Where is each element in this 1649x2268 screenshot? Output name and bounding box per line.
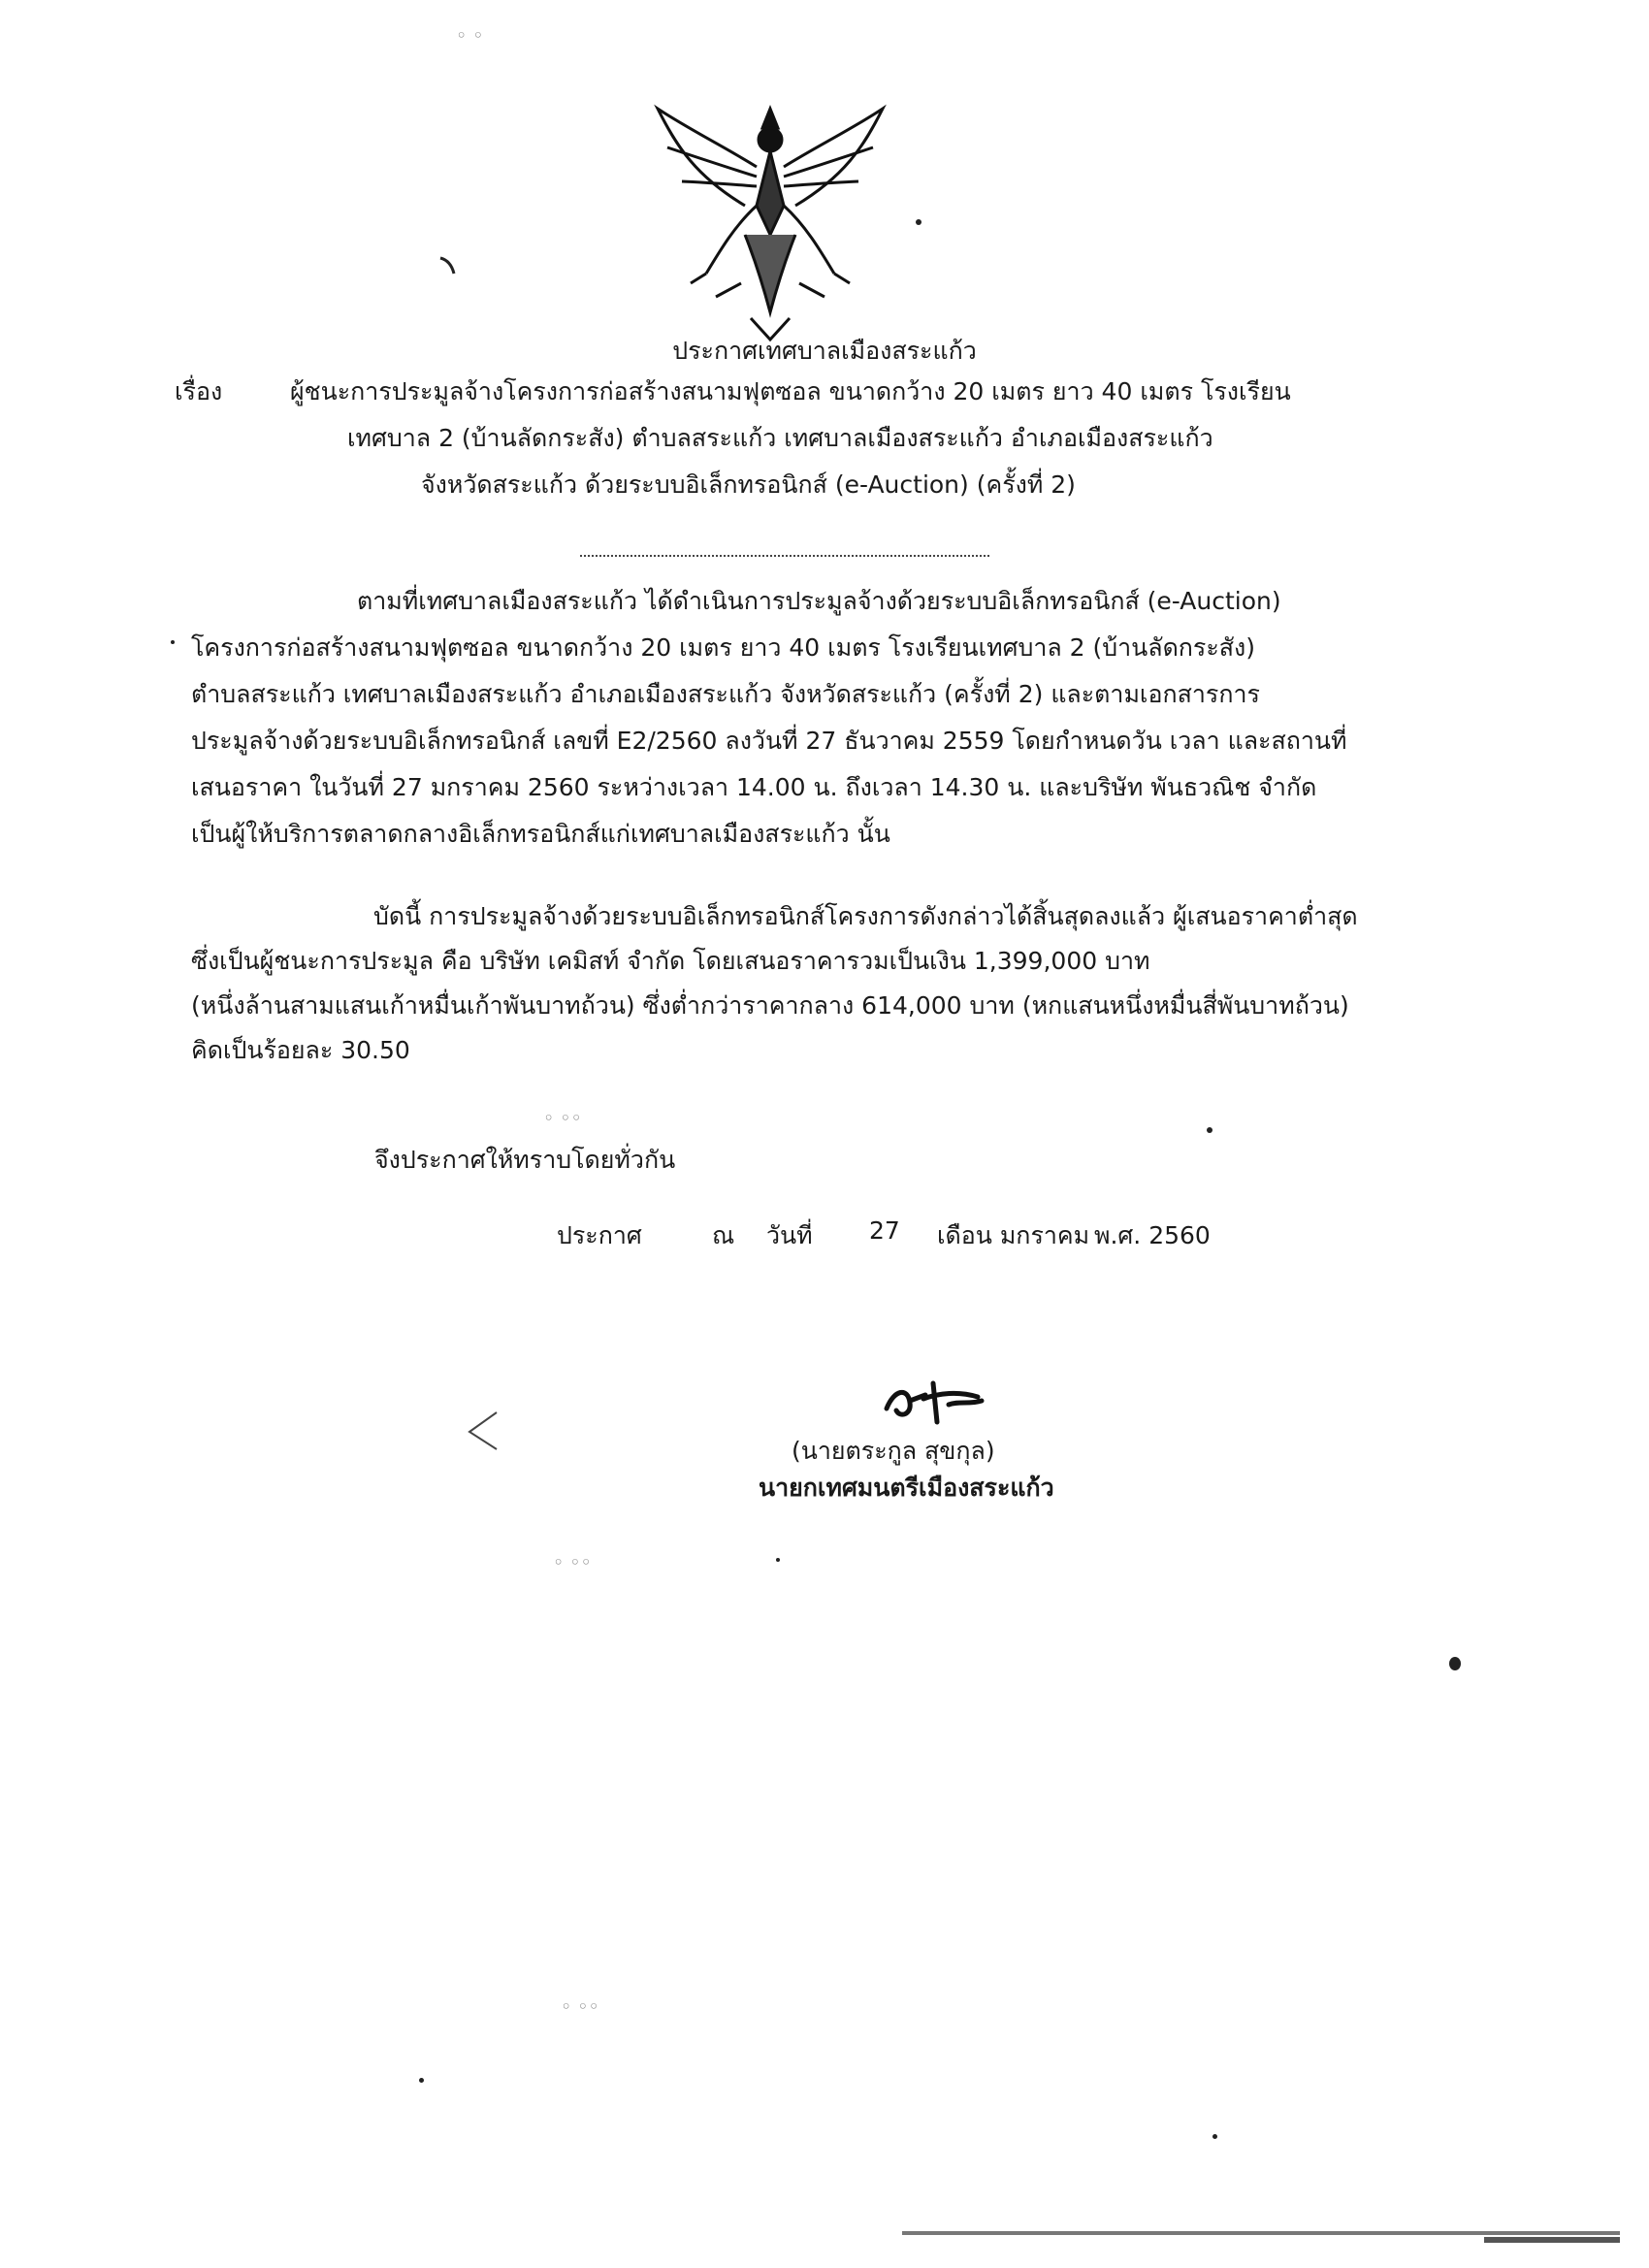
paragraph-line: ตำบลสระแก้ว เทศบาลเมืองสระแก้ว อำเภอเมืองสระแก้ว จังหวัดสระแก้ว (ครั้งที่ 2) และตามเอกสารการ [191, 680, 1260, 708]
paragraph-line: เสนอราคา ในวันที่ 27 มกราคม 2560 ระหว่างเวลา 14.00 น. ถึงเวลา 14.30 น. และบริษัท พันธวณิช จำกัด [191, 773, 1317, 801]
stray-mark-icon [464, 1409, 502, 1453]
stray-mark-icon [436, 254, 460, 277]
paragraph-result [191, 894, 1358, 1073]
bleed-through-mark: ◦ ◦◦ [543, 1108, 582, 1129]
scan-speck [916, 219, 922, 225]
bleed-through-mark: ◦ ◦ [456, 25, 484, 47]
scan-edge-line [902, 2231, 1620, 2235]
paragraph-line: ประมูลจ้างด้วยระบบอิเล็กทรอนิกส์ เลขที่ E2/2560 ลงวันที่ 27 ธันวาคม 2559 โดยกำหนดวัน เวลา และสถานที่ [191, 727, 1347, 755]
paragraph-line: (หนึ่งล้านสามแสนเก้าหมื่นเก้าพันบาทถ้วน) ซึ่งต่ำกว่าราคากลาง 614,000 บาท (หกแสนหนึ่งหมื่นสี่พันบาทถ้วน) [191, 991, 1349, 1020]
paragraph-line: ตามที่เทศบาลเมืองสระแก้ว ได้ดำเนินการประมูลจ้างด้วยระบบอิเล็กทรอนิกส์ (e-Auction) [357, 587, 1281, 615]
dateline-day-label: วันที่ [766, 1221, 813, 1249]
signatory-position: นายกเทศมนตรีเมืองสระแก้ว [759, 1474, 1054, 1502]
bleed-through-mark: ◦ ◦◦ [553, 1552, 592, 1573]
paragraph-line: โครงการก่อสร้างสนามฟุตซอล ขนาดกว้าง 20 เมตร ยาว 40 เมตร โรงเรียนเทศบาล 2 (บ้านลัดกระสัง) [191, 633, 1256, 662]
paragraph-line: ซึ่งเป็นผู้ชนะการประมูล คือ บริษัท เคมิสท์ จำกัด โดยเสนอราคารวมเป็นเงิน 1,399,000 บาท [191, 947, 1150, 975]
subject-label: เรื่อง [175, 377, 223, 405]
paragraph-line: บัดนี้ การประมูลจ้างด้วยระบบอิเล็กทรอนิกส์โครงการดังกล่าวได้สิ้นสุดลงแล้ว ผู้เสนอราคาต่ำสุด [373, 902, 1358, 930]
dotted-separator [580, 555, 989, 557]
subject-line: จังหวัดสระแก้ว ด้วยระบบอิเล็กทรอนิกส์ (e-Auction) (ครั้งที่ 2) [421, 470, 1076, 499]
dateline-day: 27 [869, 1216, 900, 1245]
paragraph-background [191, 578, 1346, 858]
signature-icon [881, 1376, 997, 1428]
scan-speck [1449, 1657, 1461, 1670]
dateline-month: เดือน มกราคม [937, 1221, 1090, 1249]
dateline-label: ประกาศ [557, 1221, 642, 1249]
closing-statement: จึงประกาศให้ทราบโดยทั่วกัน [374, 1146, 676, 1174]
subject-line: เทศบาล 2 (บ้านลัดกระสัง) ตำบลสระแก้ว เทศบาลเมืองสระแก้ว อำเภอเมืองสระแก้ว [347, 424, 1213, 452]
scan-edge-line [1484, 2237, 1620, 2243]
scan-speck [419, 2078, 424, 2083]
paragraph-line: เป็นผู้ให้บริการตลาดกลางอิเล็กทรอนิกส์แก่เทศบาลเมืองสระแก้ว นั้น [191, 820, 890, 848]
scan-speck [1212, 2134, 1217, 2139]
bleed-through-mark: ◦ ◦◦ [561, 1996, 599, 2018]
announcement-title: ประกาศเทศบาลเมืองสระแก้ว [672, 337, 977, 365]
dateline-at: ณ [712, 1221, 735, 1249]
signatory-name: (นายตระกูล สุขกุล) [792, 1437, 995, 1465]
scan-speck [1207, 1127, 1212, 1133]
garuda-emblem-icon [648, 89, 892, 349]
scan-speck [776, 1558, 780, 1562]
paragraph-line: คิดเป็นร้อยละ 30.50 [191, 1036, 410, 1064]
dateline-year: พ.ศ. 2560 [1094, 1221, 1211, 1249]
scan-speck [171, 640, 175, 644]
subject-line: ผู้ชนะการประมูลจ้างโครงการก่อสร้างสนามฟุตซอล ขนาดกว้าง 20 เมตร ยาว 40 เมตร โรงเรียน [290, 377, 1291, 405]
